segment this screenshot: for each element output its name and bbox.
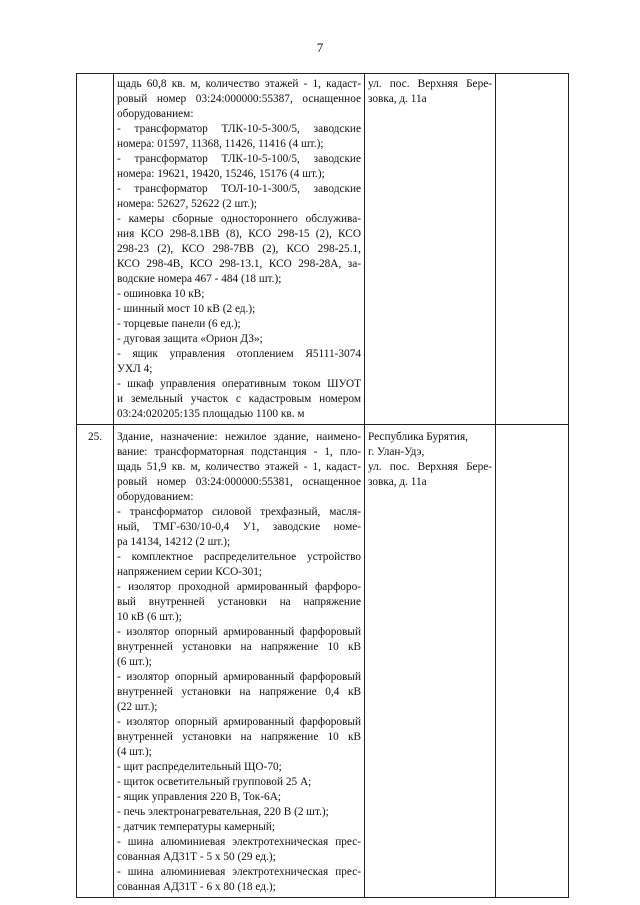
description-line: водские номера 467 - 484 (18 шт.); (117, 273, 282, 285)
description-cell (114, 74, 365, 425)
description-line: - ошиновка 10 кВ; (117, 288, 205, 300)
page-number: 7 (316, 40, 324, 55)
description-line: - печь электронагревательная, 220 В (2 шт.); (117, 806, 329, 818)
description-line: номера: 52627, 52622 (2 шт.); (117, 198, 257, 210)
description-line: - шинный мост 10 кВ (2 ед.); (117, 303, 256, 315)
description-line: оборудованием: (117, 108, 194, 120)
description-line: щадь 51,9 кв. м, количество этажей - 1, кадаст- (117, 461, 361, 473)
description-line: - трансформатор ТЛК-10-5-100/5, заводские (117, 153, 361, 165)
address-line: зовка, д. 11а (368, 476, 427, 488)
description-line: ра 14134, 14212 (2 шт.); (117, 536, 231, 548)
row-number-cell: 25. (77, 425, 114, 898)
description-cell (114, 425, 365, 898)
description-line: - изолятор проходной армированный фарфоро- (117, 581, 361, 593)
description-line: - комплектное распределительное устройство (117, 551, 361, 563)
table-row (77, 74, 569, 425)
description-line: 298-23 (2), КСО 298-7ВВ (2), КСО 298-25.1, (117, 243, 361, 255)
description-line: ния КСО 298-8.1ВВ (8), КСО 298-15 (2), КСО (117, 228, 361, 240)
description-line: ровый номер 03:24:000000:55387, оснащенное (117, 93, 361, 105)
description-line: - трансформатор ТЛК-10-5-300/5, заводские (117, 123, 361, 135)
address-line: зовка, д. 11а (368, 93, 427, 105)
description-line: щадь 60,8 кв. м, количество этажей - 1, кадаст- (117, 78, 361, 90)
address-line: г. Улан-Удэ, (368, 446, 425, 458)
description-line: - изолятор опорный армированный фарфоровый (117, 671, 361, 683)
description-line: вание: трансформаторная подстанция - 1, пло- (117, 446, 361, 458)
description-line: - торцевые панели (6 ед.); (117, 318, 241, 330)
address-cell (365, 425, 496, 898)
description-line: - трансформатор силовой трехфазный, масля- (117, 506, 361, 518)
description-line: - камеры сборные одностороннего обслужива- (117, 213, 361, 225)
description-line: - ящик управления 220 В, Ток-6А; (117, 791, 281, 803)
description-line: сованная АД31Т - 5 х 50 (29 ед.); (117, 851, 276, 863)
description-line: - шина алюминиевая электротехническая прес- (117, 866, 361, 878)
description-line: внутренней установки на напряжение 0,4 кВ (117, 686, 361, 698)
description-line: номера: 19621, 19420, 15246, 15176 (4 шт.); (117, 168, 325, 180)
description-line: УХЛ 4; (117, 363, 153, 375)
extra-cell (496, 425, 569, 898)
description-line: - датчик температуры камерный; (117, 821, 276, 833)
description-line: Здание, назначение: нежилое здание, наимено- (117, 431, 361, 443)
description-line: сованная АД31Т - 6 х 80 (18 ед.); (117, 881, 276, 893)
address-line: Республика Бурятия, (368, 431, 468, 443)
description-line: внутренней установки на напряжение 10 кВ (117, 641, 361, 653)
description-line: номера: 01597, 11368, 11426, 11416 (4 шт.); (117, 138, 324, 150)
description-line: (22 шт.); (117, 701, 158, 713)
address-cell (365, 74, 496, 425)
row-number-cell (77, 74, 114, 425)
description-line: - трансформатор ТОЛ-10-1-300/5, заводские (117, 183, 361, 195)
extra-cell (496, 74, 569, 425)
description-line: (4 шт.); (117, 746, 152, 758)
description-line: КСО 298-4В, КСО 298-13.1, КСО 298-28А, за- (117, 258, 361, 270)
description-line: - изолятор опорный армированный фарфоровый (117, 626, 361, 638)
address-line: ул. пос. Верхняя Бере- (368, 78, 492, 90)
description-line: - шина алюминиевая электротехническая прес- (117, 836, 361, 848)
description-line: - щиток осветительный групповой 25 А; (117, 776, 312, 788)
description-line: и земельный участок с кадастровым номером (117, 393, 361, 405)
description-line: 03:24:020205:135 площадью 1100 кв. м (117, 408, 305, 420)
description-line: напряжением серии КСО-301; (117, 566, 263, 578)
description-line: - шкаф управления оперативным током ШУОТ (117, 378, 361, 390)
description-line: - щит распределительный ЩО-70; (117, 761, 282, 773)
description-line: вый внутренней установки на напряжение (117, 596, 361, 608)
description-line: - ящик управления отоплением Я5111-3074 (117, 348, 361, 360)
table-row (77, 425, 569, 898)
description-line: - дуговая защита «Орион ДЗ»; (117, 333, 263, 345)
description-line: ровый номер 03:24:000000:55381, оснащенное (117, 476, 361, 488)
table-body (77, 74, 569, 898)
description-line: внутренней установки на напряжение 10 кВ (117, 731, 361, 743)
description-line: 10 кВ (6 шт.); (117, 611, 182, 623)
description-line: оборудованием: (117, 491, 194, 503)
property-table (76, 73, 569, 898)
description-line: - изолятор опорный армированный фарфоровый (117, 716, 361, 728)
description-line: (6 шт.); (117, 656, 152, 668)
address-line: ул. пос. Верхняя Бере- (368, 461, 492, 473)
description-line: ный, ТМГ-630/10-0,4 У1, заводские номе- (117, 521, 361, 533)
